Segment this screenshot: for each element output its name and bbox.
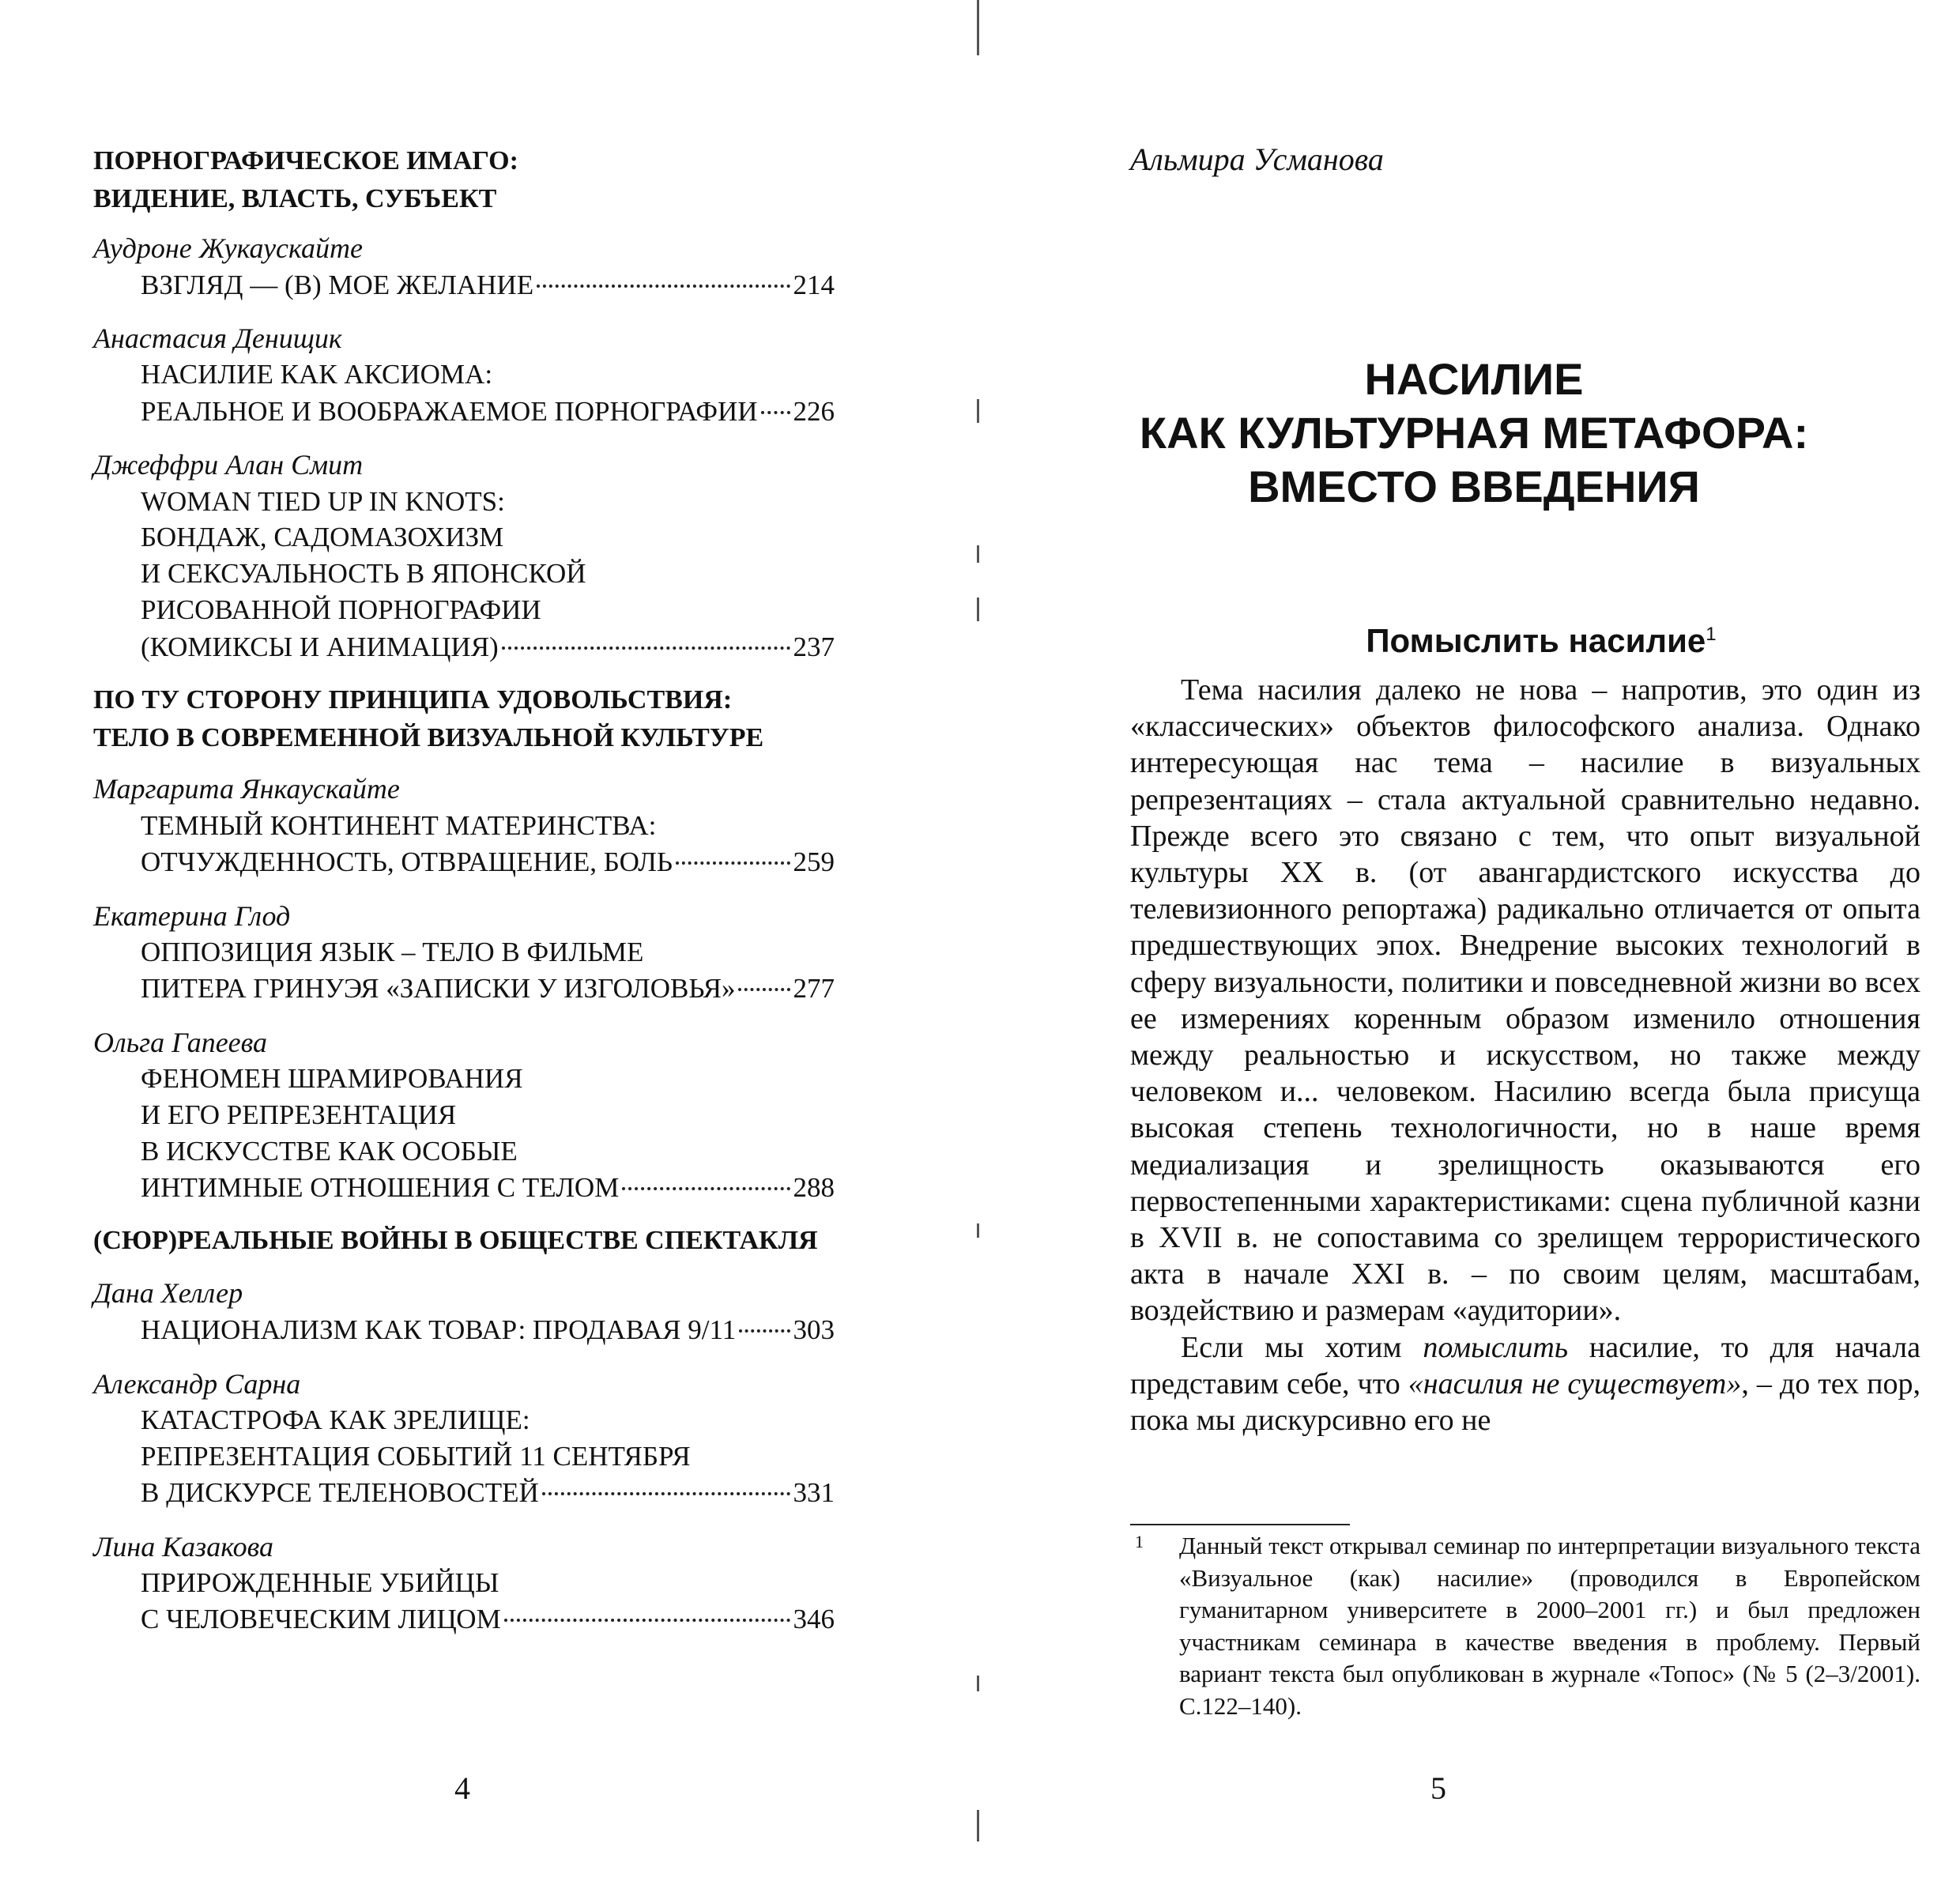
toc-author: Лина Казакова (93, 1531, 274, 1563)
article-title-line: ВМЕСТО ВВЕДЕНИЯ (1248, 462, 1700, 511)
toc-leader (738, 988, 790, 991)
toc-page: 237 (793, 631, 835, 662)
toc-title: (КОМИКСЫ И АНИМАЦИЯ) (141, 631, 499, 662)
toc-page: 259 (793, 846, 835, 877)
toc-title: ОТЧУЖДЕННОСТЬ, ОТВРАЩЕНИЕ, БОЛЬ (141, 846, 673, 877)
gutter-mark (977, 545, 979, 563)
toc-page: 226 (793, 396, 835, 427)
article-title-line: КАК КУЛЬТУРНАЯ МЕТАФОРА: (1139, 408, 1809, 458)
footnote-mark: 1 (1135, 1532, 1144, 1551)
toc-author: Аудроне Жукаускайте (93, 232, 363, 264)
toc-title: ПИТЕРА ГРИНУЭЯ «ЗАПИСКИ У ИЗГОЛОВЬЯ» (141, 973, 736, 1004)
section-heading: ПО ТУ СТОРОНУ ПРИНЦИПА УДОВОЛЬСТВИЯ: ТЕЛО В СОВРЕМЕННОЙ ВИЗУАЛЬНОЙ КУЛЬТУРЕ (93, 685, 764, 752)
left-page-contents (0, 0, 972, 1900)
toc-title-line: И ЕГО РЕПРЕЗЕНТАЦИЯ (141, 1099, 457, 1130)
gutter-mark (977, 1810, 979, 1842)
toc-author: Джеффри Алан Смит (93, 449, 364, 481)
toc-title-line: ОППОЗИЦИЯ ЯЗЫК – ТЕЛО В ФИЛЬМЕ (141, 937, 644, 967)
toc-page: 303 (793, 1314, 835, 1345)
toc-leader (622, 1187, 790, 1190)
toc-author: Дана Хеллер (93, 1277, 243, 1309)
section-heading: (СЮР)РЕАЛЬНЫЕ ВОЙНЫ В ОБЩЕСТВЕ СПЕКТАКЛЯ (93, 1226, 818, 1255)
toc-title: ВЗГЛЯД — (В) МОЕ ЖЕЛАНИЕ (141, 270, 534, 300)
article-title-line: НАСИЛИЕ (1364, 354, 1584, 404)
toc-entry[interactable] (141, 266, 835, 304)
toc-entry[interactable] (141, 1169, 835, 1207)
toc-title: ИНТИМНЫЕ ОТНОШЕНИЯ С ТЕЛОМ (141, 1172, 620, 1203)
toc-title: НАЦИОНАЛИЗМ КАК ТОВАР: ПРОДАВАЯ 9/11 (141, 1314, 737, 1345)
toc-page: 214 (793, 270, 835, 300)
toc-title-line: И СЕКСУАЛЬНОСТЬ В ЯПОНСКОЙ (141, 558, 586, 589)
toc-title-line: РИСОВАННОЙ ПОРНОГРАФИИ (141, 594, 541, 625)
toc-leader (761, 411, 790, 414)
toc-leader (739, 1329, 790, 1333)
toc-entry[interactable] (141, 1474, 835, 1512)
toc-title-line: ТЕМНЫЙ КОНТИНЕНТ МАТЕРИНСТВА: (141, 810, 657, 841)
toc-leader (537, 285, 790, 288)
toc-leader (542, 1492, 790, 1495)
gutter-mark (977, 598, 979, 621)
toc-title-line: ФЕНОМЕН ШРАМИРОВАНИЯ (141, 1063, 523, 1094)
toc-title-line: НАСИЛИЕ КАК АКСИОМА: (141, 359, 493, 390)
toc-title-line: КАТАСТРОФА КАК ЗРЕЛИЩЕ: (141, 1404, 530, 1435)
toc-page: 277 (793, 973, 835, 1004)
toc-entry[interactable] (141, 1311, 835, 1349)
footnote-ref[interactable]: 1 (1706, 624, 1717, 645)
toc-author: Екатерина Глод (93, 900, 291, 932)
toc-title-line: WOMAN TIED UP IN KNOTS: (141, 486, 505, 517)
toc-entry[interactable] (141, 970, 835, 1008)
toc-author: Анастасия Денищик (93, 322, 342, 354)
toc-author: Александр Сарна (93, 1368, 301, 1400)
toc-page: 346 (793, 1604, 835, 1634)
section-heading: ПОРНОГРАФИЧЕСКОЕ ИМАГО: ВИДЕНИЕ, ВЛАСТЬ, СУБЪЕКТ (93, 146, 518, 213)
page-number: 5 (1430, 1770, 1446, 1806)
gutter-mark (977, 1223, 979, 1238)
paragraph: Тема насилия далеко не нова – напротив, это один из «классических» объектов философского анализа. Однако интересующая нас тема – насилие в визуальных репрезентациях – стала актуальной сравнительно недавно. Прежде всего это связано с тем, что опыт визуальной культуры XX в. (от авангардистского искусства до телевизионного репортажа) радикально отличается от опыта предшествующих эпох. Внедрение высоких технологий в сферу визуальности, политики и повседневной жизни во всех ее измерениях коренным образом изменило отношения между реальностью и искусством, но также между человеком и... человеком. Насилию всегда была присуща высокая степень технологичности, но в наше время медиализация и зрелищность оказываются его первостепенными характеристиками: сцена публичной казни в XVII в. не сопоставима со зрелищем террористического акта в начале XXI в. – по своим целям, масштабам, воздействию и размерам «аудитории». (1130, 673, 1920, 1328)
toc-title: С ЧЕЛОВЕЧЕСКИМ ЛИЦОМ (141, 1604, 501, 1634)
toc-entry[interactable] (141, 393, 835, 431)
toc-page: 288 (793, 1172, 835, 1203)
toc-page: 331 (793, 1477, 835, 1508)
toc-author: Маргарита Янкаускайте (93, 773, 400, 805)
gutter-mark (977, 399, 979, 423)
right-page-article (988, 0, 1960, 1900)
footnote (1130, 1530, 1920, 1722)
article-body (1130, 672, 1920, 1438)
footnote-text: Данный текст открывал семинар по интерпретации визуального текста «Визуальное (как) насилие» (проводился в Европейском гуманитарном университете в 2000–2001 гг.) и был предложен участникам семинара в качестве введения в проблему. Первый вариант текста был опубликован в журнале «Топос» (№ 5 (2–3/2001). С.122–140). (1179, 1532, 1920, 1720)
toc-entry[interactable] (141, 1600, 835, 1638)
toc-title-line: РЕПРЕЗЕНТАЦИЯ СОБЫТИЙ 11 СЕНТЯБРЯ (141, 1441, 691, 1472)
toc-title: РЕАЛЬНОЕ И ВООБРАЖАЕМОЕ ПОРНОГРАФИИ (141, 396, 758, 427)
toc-title: В ДИСКУРСЕ ТЕЛЕНОВОСТЕЙ (141, 1477, 539, 1508)
toc-leader (676, 861, 790, 865)
toc-entry[interactable] (141, 843, 835, 881)
article-author: Альмира Усманова (1130, 141, 1384, 177)
section-subheading: Помыслить насилие$^1$ (1366, 622, 1717, 659)
toc-title-line: ПРИРОЖДЕННЫЕ УБИЙЦЫ (141, 1567, 499, 1598)
toc-author: Ольга Гапеева (93, 1027, 268, 1058)
toc-leader (504, 1619, 790, 1622)
toc-title-line: БОНДАЖ, САДОМАЗОХИЗМ (141, 522, 504, 552)
paragraph: Если мы хотим помыслить насилие, то для начала представим себе, что «насилия не существует», – до тех пор, пока мы дискурсивно его не (1130, 1330, 1920, 1438)
gutter-mark (977, 1676, 979, 1691)
gutter-mark (977, 0, 979, 55)
toc-title-line: В ИСКУССТВЕ КАК ОСОБЫЕ (141, 1136, 518, 1167)
page-number: 4 (454, 1770, 470, 1806)
toc-leader (502, 647, 790, 650)
toc-entry[interactable] (141, 628, 835, 666)
footnote-divider (1130, 1524, 1350, 1525)
